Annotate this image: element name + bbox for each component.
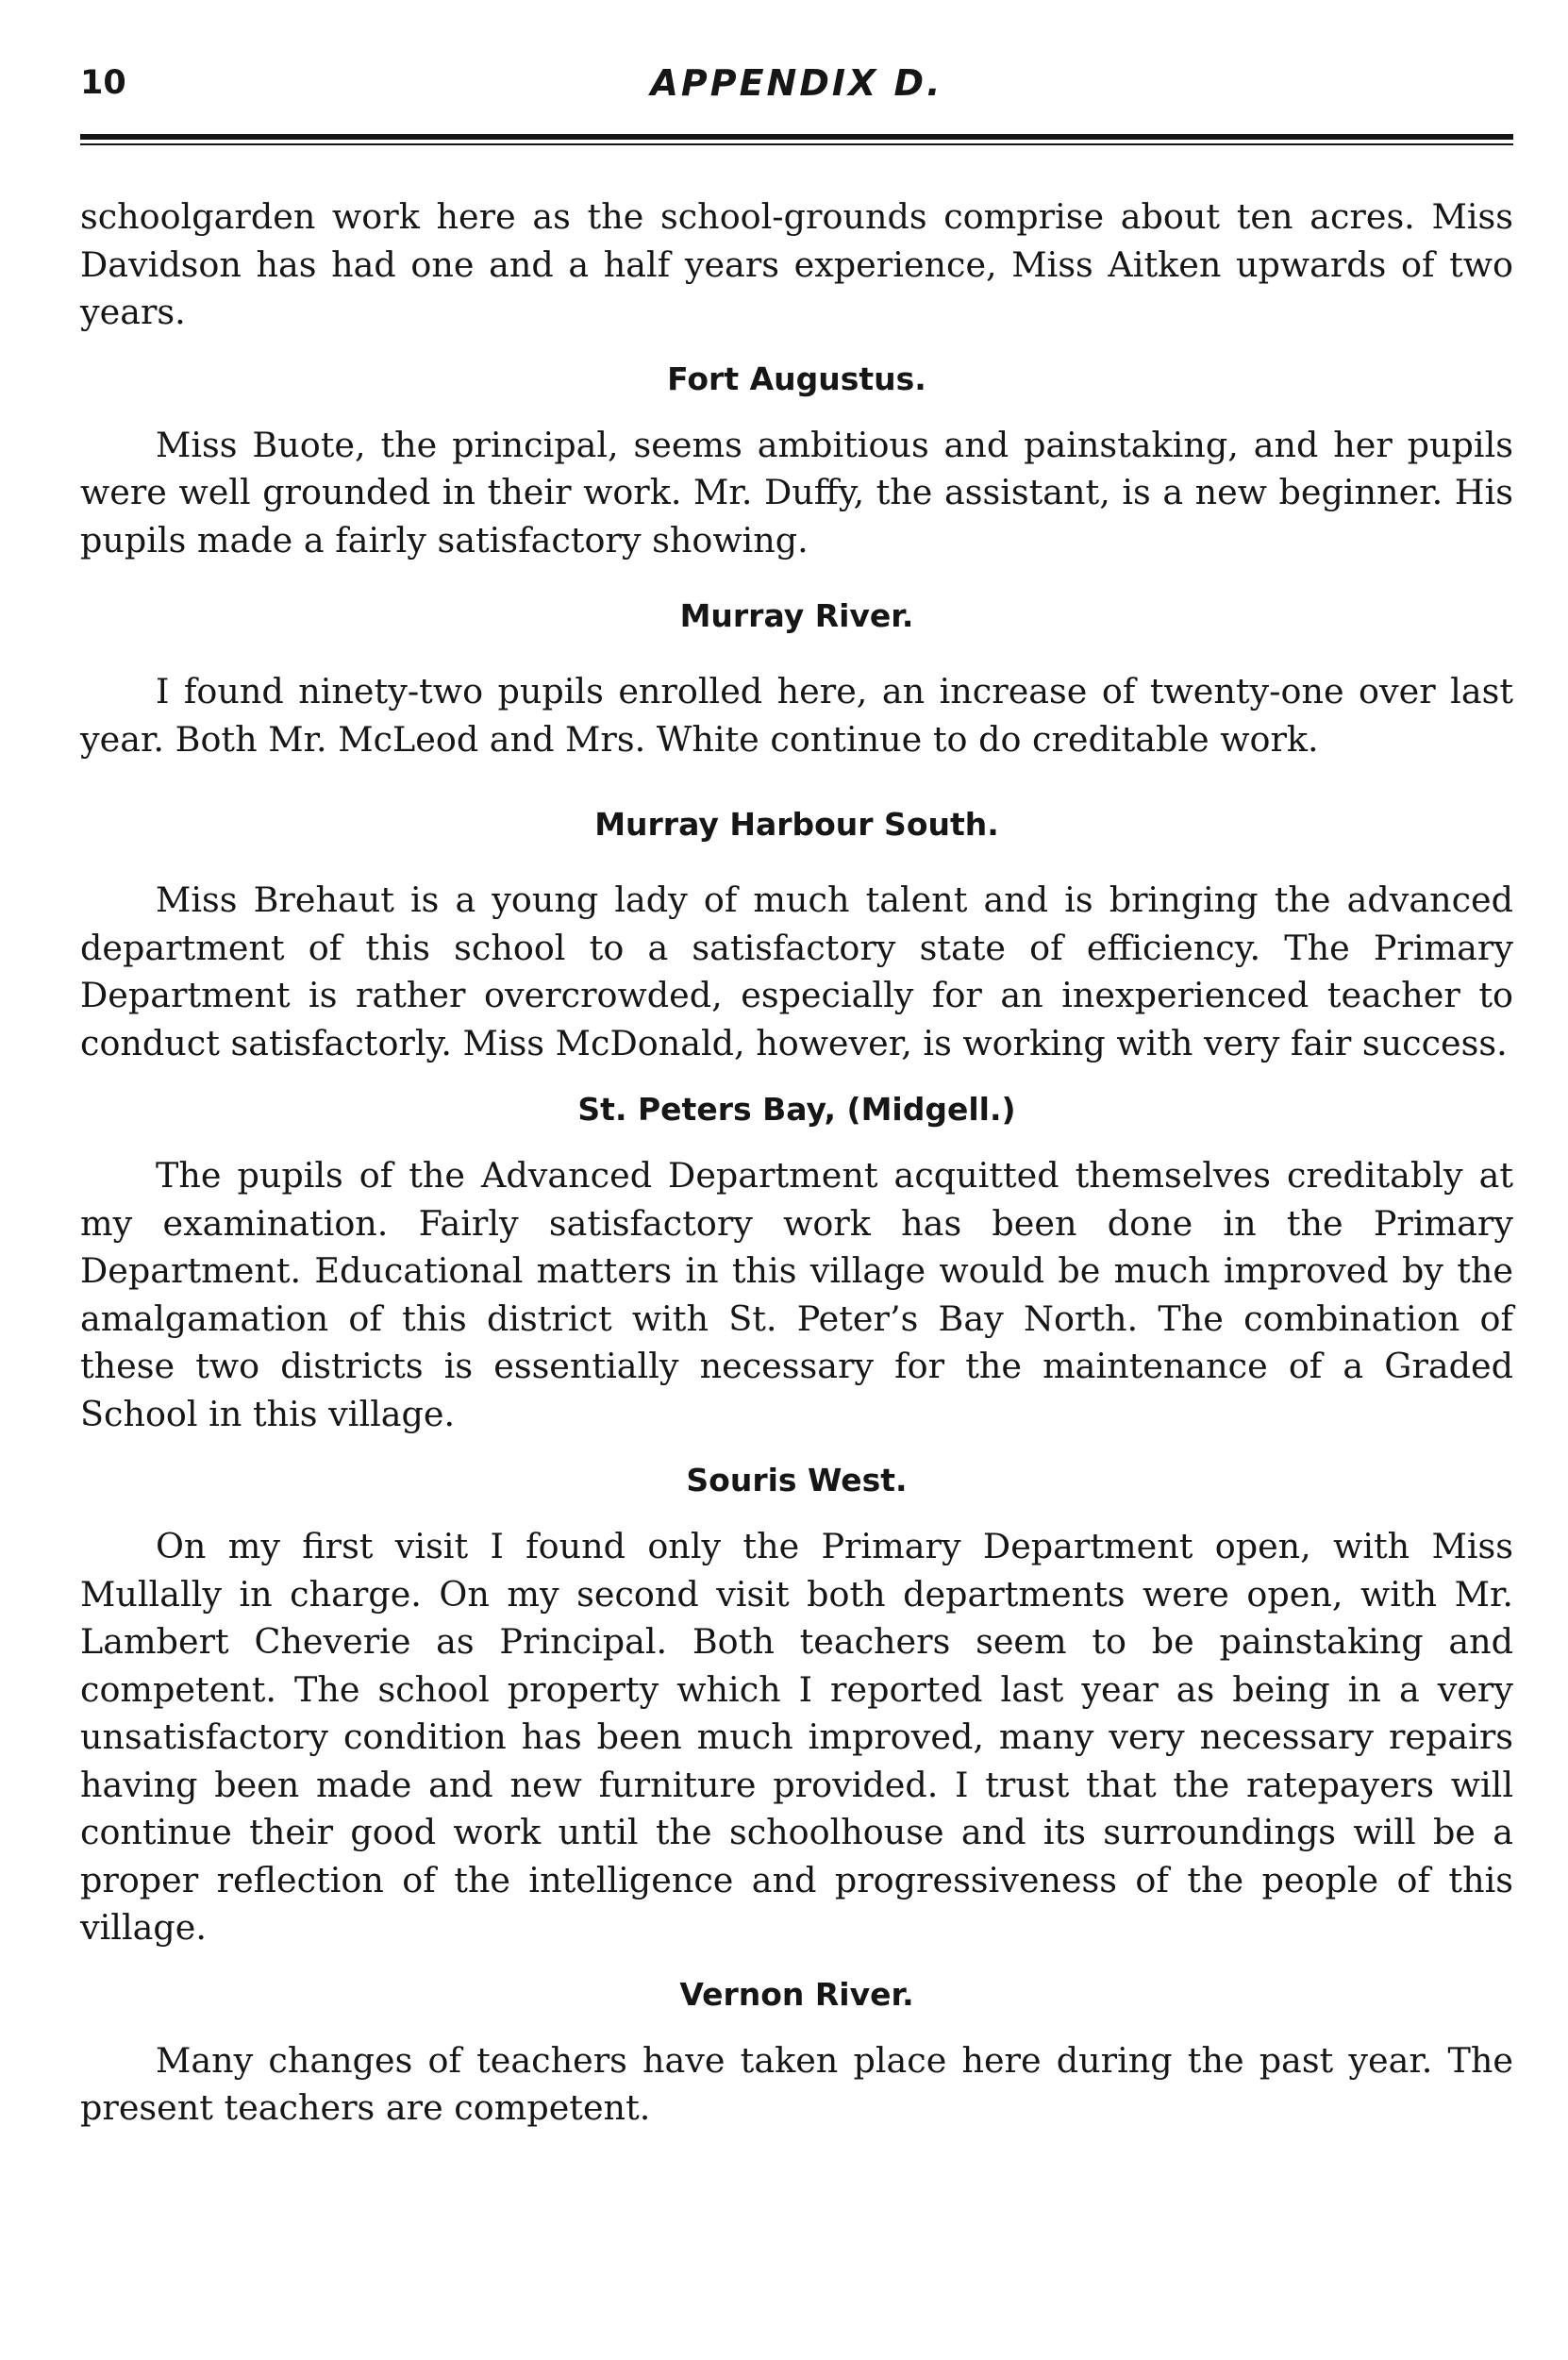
paragraph-murray-harbour-south: Miss Brehaut is a young lady of much talent and is bringing the advanced department of this school to a satisfactory state of efficiency. The Primary Department is rather overcrowded, especially for an inexperienced teacher to conduct satisfactorly. Miss McDonald, however, is working with very fair success.: [80, 879, 1513, 1063]
paragraph-souris-west: On my first visit I found only the Primary Department open, with Miss Mullally in charge. On my second visit both departments were open, with Mr. Lambert Cheverie as Principal. Both teachers seem to be painstaking and competent. The school property which I reported last year as being in a very unsatisfactory condition has been much improved, many very necessary repairs having been made and new furniture provided. I trust that the ratepayers will continue their good work until the schoolhouse and its surroundings will be a proper reflection of the intelligence and progressiveness of the people of this village.: [80, 1526, 1513, 1948]
section-heading-souris-west: Souris West.: [686, 1462, 908, 1498]
paragraph-vernon-river: Many changes of teachers have taken place here during the past year. The present teachers are competent.: [80, 2039, 1513, 2128]
running-head: APPENDIX D.: [650, 62, 943, 104]
page-number: 10: [80, 64, 126, 102]
section-heading-murray-harbour-south: Murray Harbour South.: [594, 806, 999, 843]
page-header: [80, 0, 1513, 118]
header-rule-thick: [80, 134, 1513, 140]
section-heading-st-peters-bay: St. Peters Bay, (Midgell.): [577, 1091, 1016, 1128]
paragraph-st-peters-bay: The pupils of the Advanced Department acquitted themselves creditably at my examination. Fairly satisfactory work has been done in the Primary Department. Educational matters in this village would be much improved by the amalgamation of this district with St. Peter’s Bay North. The combination of these two districts is essentially necessary for the maintenance of a Graded School in this village.: [80, 1155, 1513, 1434]
section-heading-fort-augustus: Fort Augustus.: [667, 360, 926, 397]
paragraph-fort-augustus: Miss Buote, the principal, seems ambitious and painstaking, and her pupils were well grounded in their work. Mr. Duffy, the assistant, is a new beginner. His pupils made a fairly satisfactory showing.: [80, 424, 1513, 561]
paragraph-murray-river: I found ninety-two pupils enrolled here, an increase of twenty-one over last year. Both Mr. McLeod and Mrs. White continue to do creditable work.: [80, 671, 1513, 760]
section-heading-vernon-river: Vernon River.: [679, 1975, 914, 2013]
paragraph-continued: schoolgarden work here as the school-grounds comprise about ten acres. Miss Davidson has had one and a half years experience, Miss Aitken upwards of two years.: [80, 196, 1513, 332]
page-body: [80, 118, 1513, 2133]
header-rule-thin: [80, 143, 1513, 145]
section-heading-murray-river: Murray River.: [679, 597, 914, 634]
